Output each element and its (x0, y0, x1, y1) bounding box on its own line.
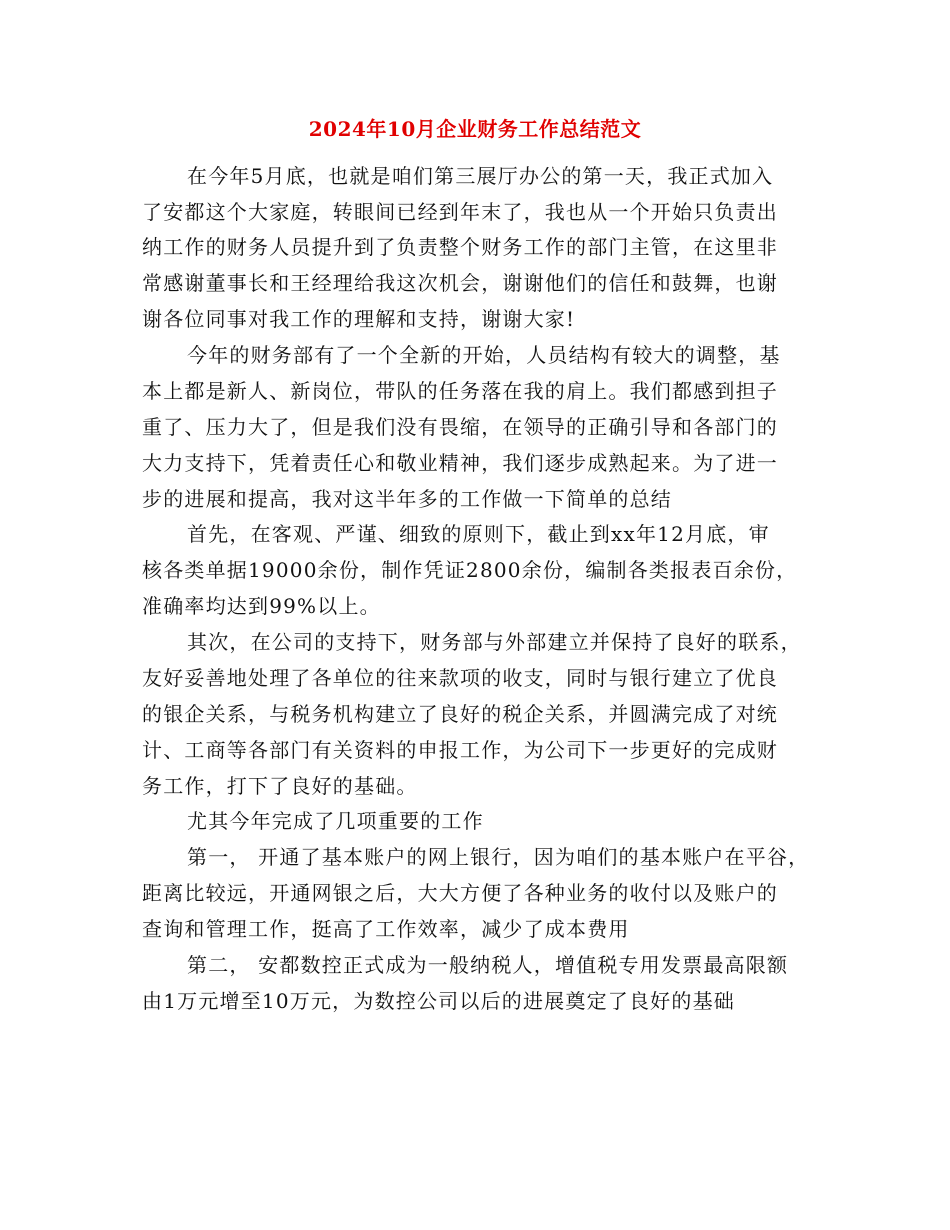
text-line: 由1万元增至10万元，为数控公司以后的进展奠定了良好的基础 (142, 989, 735, 1013)
text-line: 第一， 开通了基本账户的网上银行，因为咱们的基本账户在平谷， (187, 845, 810, 869)
text-line: 准确率均达到99%以上。 (142, 594, 381, 618)
text-line: 核各类单据19000余份，制作凭证2800余份，编制各类报表百余份， (142, 558, 798, 582)
text-line: 务工作，打下了良好的基础。 (142, 774, 418, 798)
text-line: 查询和管理工作，挺高了工作效率，减少了成本费用 (142, 917, 630, 941)
text-line: 纳工作的财务人员提升到了负责整个财务工作的部门主管，在这里非 (142, 235, 778, 259)
text-line: 常感谢董事长和王经理给我这次机会，谢谢他们的信任和鼓舞，也谢 (142, 271, 778, 295)
text-line: 的银企关系，与税务机构建立了良好的税企关系，并圆满完成了对统 (142, 702, 778, 726)
text-line: 了安都这个大家庭，转眼间已经到年末了，我也从一个开始只负责出 (142, 200, 778, 224)
text-line: 步的进展和提高，我对这半年多的工作做一下简单的总结 (142, 487, 672, 511)
text-line: 大力支持下，凭着责任心和敬业精神，我们逐步成熟起来。为了进一 (142, 451, 778, 475)
text-line: 友好妥善地处理了各单位的往来款项的收支，同时与银行建立了优良 (142, 666, 778, 690)
text-line: 其次，在公司的支持下，财务部与外部建立并保持了良好的联系， (187, 630, 802, 654)
text-line: 在今年5月底，也就是咱们第三展厅办公的第一天，我正式加入 (187, 164, 774, 188)
text-line: 第二， 安都数控正式成为一般纳税人，增值税专用发票最高限额 (187, 953, 789, 977)
text-line: 距离比较远，开通网银之后，大大方便了各种业务的收付以及账户的 (142, 881, 778, 905)
text-line: 谢各位同事对我工作的理解和支持，谢谢大家! (142, 307, 576, 331)
document-title: 2024年10月企业财务工作总结范文 (308, 117, 642, 141)
text-line: 重了、压力大了，但是我们没有畏缩，在领导的正确引导和各部门的 (142, 415, 778, 439)
text-line: 本上都是新人、新岗位，带队的任务落在我的肩上。我们都感到担子 (142, 379, 778, 403)
text-line: 计、工商等各部门有关资料的申报工作，为公司下一步更好的完成财 (142, 738, 778, 762)
text-line: 首先，在客观、严谨、细致的原则下，截止到xx年12月底，审 (187, 522, 770, 546)
text-line: 今年的财务部有了一个全新的开始，人员结构有较大的调整，基 (187, 343, 781, 367)
text-line: 尤其今年完成了几项重要的工作 (187, 809, 484, 833)
